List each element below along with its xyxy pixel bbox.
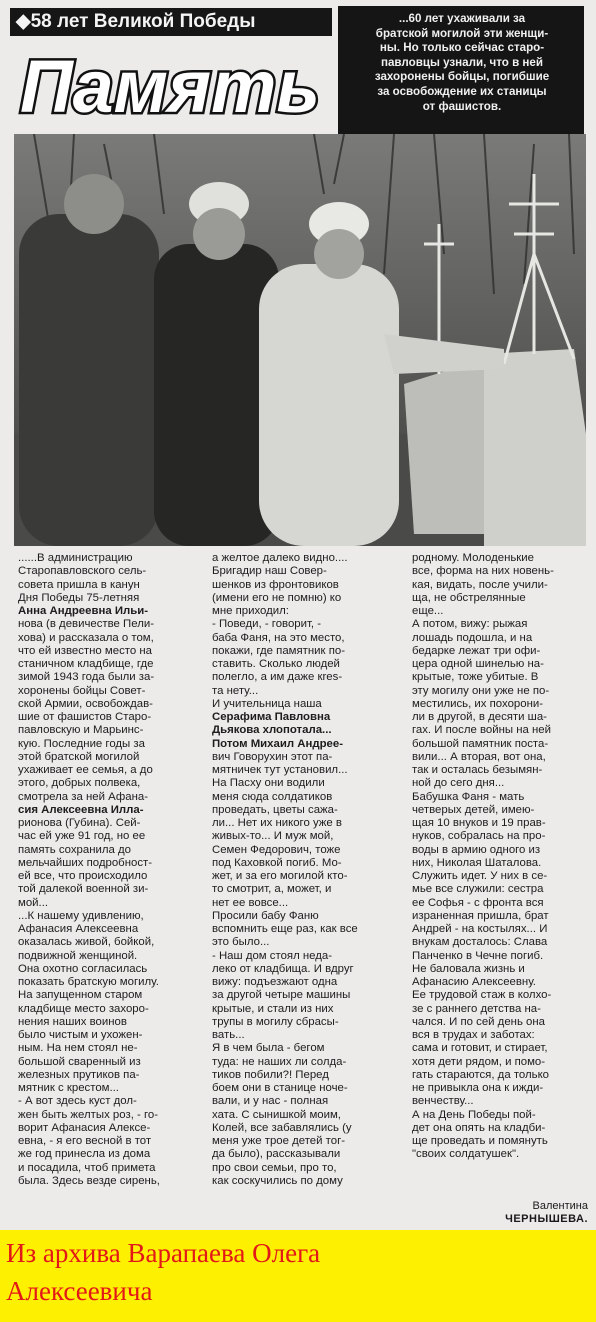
column-line: то смотрит, а, может, и <box>212 883 332 896</box>
column-line: баба Фаня, на это место, <box>212 631 345 644</box>
column-line: про свои семьи, про то, <box>212 1161 337 1174</box>
column-line: цера одной шинелью на- <box>412 658 544 670</box>
author-first-name: Валентина <box>532 1200 588 1212</box>
column-line: трупы в могилу сбрасы- <box>212 1015 339 1028</box>
column-line: нет ее вовсе... <box>212 896 289 909</box>
column-line: И учительница наша <box>212 697 322 710</box>
headline-text: Память <box>20 45 320 128</box>
column-line: ще проведать и помянуть <box>412 1135 548 1147</box>
column-line: живых-то... И муж мой, <box>212 830 334 843</box>
column-line: израненная пришла, брат <box>412 909 549 922</box>
column-line: кая, видать, после учили- <box>412 578 548 591</box>
column-line: ставить. Сколько людей <box>212 658 340 670</box>
column-line: память сохранила до <box>18 843 131 856</box>
column-line: нения наших воинов <box>18 1015 127 1028</box>
article-column-1 <box>18 552 206 1188</box>
author-signature <box>468 1200 588 1226</box>
lede-line: за освобождение их станицы <box>377 84 547 98</box>
column-line: нуков, собралась на про- <box>412 830 546 843</box>
column-line: евна, - я его весной в тот <box>18 1135 152 1147</box>
column-line: вижу: подъезжают одна <box>212 976 338 988</box>
column-line: Я в чем была - бегом <box>212 1042 325 1055</box>
column-line: На запущенном старом <box>18 989 143 1002</box>
column-line: хата. С сынишкой моим, <box>212 1108 341 1121</box>
column-line: бедарке лежат три офи- <box>412 644 541 657</box>
column-line: леко от кладбища. И вдруг <box>212 962 354 975</box>
column-line: все, форма на них новень- <box>412 565 554 578</box>
column-line: большой сваренный из <box>18 1055 141 1068</box>
column-line: Потом Михаил Андрее- <box>212 737 344 750</box>
column-line: ухаживает ее семья, а до <box>18 764 153 776</box>
column-line: внукам досталось: Слава <box>412 936 548 949</box>
lede-line: ...60 лет ухаживали за <box>398 12 526 25</box>
column-line: гах. И после войны на ней <box>412 724 552 737</box>
column-line: мне приходил: <box>212 605 289 617</box>
lede-line: от фашистов. <box>422 99 502 113</box>
column-line: кую. Последние годы за <box>18 737 145 750</box>
column-line: ...К нашему удивлению, <box>18 909 144 922</box>
column-line: хоронены бойцы Совет- <box>18 684 146 697</box>
column-line: Андрей - на костылях... И <box>412 923 548 935</box>
column-line: А на День Победы пой- <box>412 1108 536 1121</box>
column-line: та нету... <box>212 684 259 697</box>
lede-line: ны. Но только сейчас старо- <box>379 41 545 55</box>
photo-three-people-at-grave <box>14 134 586 546</box>
column-line: час ей уже 91 год, но ее <box>18 830 146 843</box>
column-line: зе с раннего детства на- <box>412 1002 541 1015</box>
column-line: подвижной женщиной. <box>18 949 138 962</box>
column-line: крытые, тоже убитые. В <box>412 671 539 684</box>
column-line: На Пасху они водили <box>212 777 325 790</box>
lede-line: павловцы узнали, что в ней <box>380 55 544 69</box>
column-line: Не баловала жизнь и <box>412 962 525 975</box>
column-line: покажи, где памятник по- <box>212 644 345 657</box>
column-line: за другой четыре машины <box>212 989 351 1002</box>
column-line: Она охотно согласилась <box>18 962 148 975</box>
column-line: шенков из фронтовиков <box>212 578 339 591</box>
column-line: тиков побили?! Перед <box>212 1068 329 1081</box>
column-line: кладбище место захоро- <box>18 1002 149 1015</box>
column-line: Колей, все забавлялись (у <box>212 1121 352 1134</box>
column-line: сама и готовит, и стирает, <box>412 1042 548 1055</box>
column-line: боем они в станице ноче- <box>212 1082 348 1094</box>
column-line: (имени его не помню) ко <box>212 591 342 604</box>
column-line: павловскую и Марьинс- <box>18 724 144 737</box>
column-line: Просили бабу Фаню <box>212 909 319 922</box>
column-line: да было), рассказывали <box>212 1148 341 1161</box>
column-line: той далекой военной зи- <box>18 883 149 896</box>
column-line: вили... А вторая, вот она, <box>412 750 546 763</box>
column-line: а желтое далеко видно.... <box>212 552 348 564</box>
column-line: Анна Андреевна Ильи- <box>18 605 149 617</box>
column-line: под Каховкой погиб. Мо- <box>212 856 342 869</box>
column-line: же год принесла из дома <box>18 1148 151 1161</box>
column-line: вспомнить еще раз, как все <box>212 923 358 935</box>
column-line: родному. Молоденькие <box>412 552 534 564</box>
column-line: венчеству... <box>412 1095 474 1108</box>
archive-caption <box>0 1230 596 1322</box>
column-line: вать... <box>212 1029 245 1041</box>
column-line: шие от фашистов Старо- <box>18 711 152 723</box>
column-line: местились, их похорони- <box>412 697 544 710</box>
column-line: так и осталась безымян- <box>412 764 543 776</box>
column-line: зимой 1943 года были за- <box>18 671 155 684</box>
column-line: меня сюда солдатиков <box>212 790 333 803</box>
column-line: четверых детей, имею- <box>412 803 535 816</box>
column-line: сия Алексеевна Илла- <box>18 803 144 816</box>
column-line: что ей известно место на <box>18 644 153 657</box>
column-line: этого, добрых полвека, <box>18 777 141 790</box>
column-line: хотя дети рядом, и помо- <box>412 1055 546 1068</box>
archive-line-1: Из архива Варапаева Олега <box>6 1238 321 1268</box>
rubric-heading: ◆58 лет Великой Победы <box>10 8 332 36</box>
column-line: "своих солдатушек". <box>412 1148 520 1161</box>
column-line: ворит Афанасия Алексе- <box>18 1121 151 1134</box>
column-line: эту могилу они уже не по- <box>412 684 550 697</box>
column-line: как соскучились по дому <box>212 1174 343 1187</box>
lede-line: захоронены бойцы, погибшие <box>374 70 550 84</box>
column-line: ли в другой, в десяти ша- <box>412 711 547 723</box>
author-last-name: ЧЕРНЫШЕВА. <box>505 1213 588 1225</box>
column-line: еще... <box>412 605 444 617</box>
column-line: А потом, вижу: рыжая <box>412 618 528 631</box>
column-line: Афанасию Алексеевну. <box>412 976 536 988</box>
column-line: рионова (Губина). Сей- <box>18 817 141 829</box>
column-line: ным. На нем стоял не- <box>18 1042 138 1055</box>
column-line: показать братскую могилу. <box>18 976 159 988</box>
column-line: воды в армию одного из <box>412 843 541 856</box>
column-line: лошадь подошла, и на <box>412 631 533 644</box>
column-line: Семен Федорович, тоже <box>212 843 341 856</box>
column-line: жен быть желтых роз, - го- <box>18 1108 159 1121</box>
column-line: Старопавловского сель- <box>18 565 147 578</box>
column-line: полегло, а им даже кres- <box>212 671 343 684</box>
lede-line: братской могилой эти женщи- <box>375 26 549 40</box>
column-line: мой... <box>18 896 49 909</box>
column-line: крытые, и стали из них <box>212 1002 334 1015</box>
column-line: Панченко в Чечне погиб. <box>412 949 544 962</box>
column-line: проведать, цветы сажа- <box>212 803 338 816</box>
headline-title <box>14 38 336 130</box>
column-line: было чистым и ухожен- <box>18 1029 143 1041</box>
column-line: Бригадир наш Совер- <box>212 565 327 578</box>
lede-box <box>338 6 584 134</box>
column-line: большой памятник поста- <box>412 737 549 750</box>
column-line: это было... <box>212 936 270 949</box>
column-line: Дьякова хлопотала... <box>212 724 332 737</box>
column-line: меня уже трое детей тог- <box>212 1135 346 1147</box>
article-column-3 <box>412 552 590 1162</box>
column-line: ща, не обстрелянные <box>412 591 526 604</box>
column-line: мельчайших подробност- <box>18 856 153 869</box>
column-line: этой братской могилой <box>18 750 140 763</box>
column-line: - Поведи, - говорит, - <box>212 618 322 631</box>
column-line: гать стараются, да только <box>412 1068 550 1081</box>
column-line: нова (в девичестве Пели- <box>18 618 155 631</box>
column-line: туда: не наших ли солда- <box>212 1055 347 1068</box>
column-line: мятничек тут установил... <box>212 764 348 776</box>
column-line: Ее трудовой стаж в колхо- <box>412 989 552 1002</box>
column-line: жет, и за его могилой кто- <box>212 870 348 882</box>
photo-icon <box>14 134 586 546</box>
column-line: ей все, что происходило <box>18 870 148 882</box>
column-line: была. Здесь везде сирень, <box>18 1174 160 1187</box>
article-column-2 <box>212 552 408 1188</box>
column-line: вся в трудах и заботах: <box>412 1029 535 1041</box>
column-line: щая 10 внуков и 19 прав- <box>412 817 546 829</box>
column-line: вали, и у нас - полная <box>212 1095 329 1108</box>
column-line: оказалась живой, бойкой, <box>18 936 155 949</box>
column-line: станичном кладбище, где <box>18 658 154 670</box>
column-line: Афанасия Алексеевна <box>18 923 139 935</box>
column-line: и посадила, чтоб примета <box>18 1161 156 1174</box>
column-line: чался. И по сей день она <box>412 1015 546 1028</box>
column-line: ее Софья - с фронта вся <box>412 896 544 909</box>
column-line: не привыкла она к ижди- <box>412 1082 544 1094</box>
column-line: - А вот здесь куст дол- <box>18 1095 137 1108</box>
headline-svg <box>14 38 336 130</box>
column-line: - Наш дом стоял неда- <box>212 949 333 962</box>
archive-line-2: Алексеевича <box>6 1276 153 1306</box>
column-line: железных прутиков па- <box>18 1068 140 1081</box>
column-line: смотрела за ней Афана- <box>18 790 148 803</box>
column-line: ской Армии, освобождав- <box>18 697 153 710</box>
column-line: ной до сего дня... <box>412 777 505 790</box>
column-line: мятник с крестом... <box>18 1082 119 1094</box>
column-line: совета пришла в канун <box>18 578 140 591</box>
column-line: Служить идет. У них в се- <box>412 870 548 882</box>
column-line: Дня Победы 75-летняя <box>18 591 140 604</box>
column-line: них, Николая Шаталова. <box>412 856 542 869</box>
column-line: мье все служили: сестра <box>412 883 544 896</box>
column-line: хова) и рассказала о том, <box>18 631 154 644</box>
column-line: Серафима Павловна <box>212 711 331 723</box>
column-line: вич Говорухин этот па- <box>212 750 333 763</box>
column-line: дет она опять на кладби- <box>412 1121 546 1134</box>
column-line: ли... Нет их никого уже в <box>212 817 342 829</box>
column-line: ......В администрацию <box>18 552 133 564</box>
column-line: Бабушка Фаня - мать <box>412 790 525 803</box>
